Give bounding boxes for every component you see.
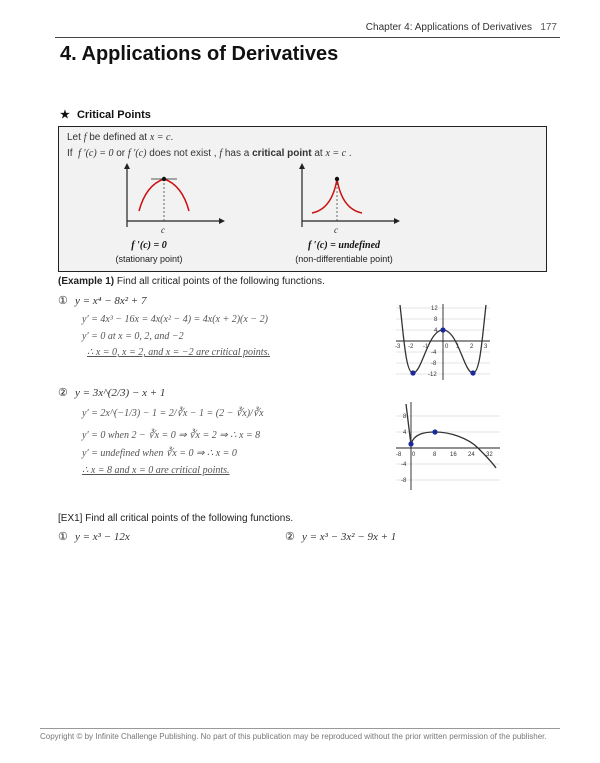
example1-part1: [58, 294, 146, 307]
tick-label: 3: [484, 344, 488, 350]
tick-label: 24: [468, 452, 475, 458]
tick-label: -3: [395, 344, 401, 350]
copyright-footer: Copyright © by Infinite Challenge Publishing. No part of this publication may be reproduced without the prior written permission of the publisher.: [40, 732, 547, 741]
tick-label: 4: [434, 328, 438, 334]
tick-label: 1: [456, 344, 460, 350]
tick-label: -2: [408, 344, 414, 350]
part-marker: ②: [285, 531, 295, 543]
exercise1-part2: [285, 530, 396, 543]
def-text: or: [116, 148, 126, 159]
x-axis-arrow: [219, 218, 225, 224]
definition-line-2: [67, 148, 352, 159]
part2-conclusion: ∴ x = 8 and x = 0 are critical points.: [82, 465, 230, 476]
exercise1-heading: [58, 513, 293, 524]
def-math: f: [83, 132, 87, 143]
y-axis-arrow: [299, 163, 305, 169]
tick-label: -1: [423, 344, 429, 350]
def-text: be defined at: [89, 132, 148, 143]
tick-label: 8: [403, 414, 407, 420]
definition-box: [58, 126, 547, 272]
def-bold-term: critical point: [252, 148, 312, 159]
exercise1-prompt: Find all critical points of the following functions.: [85, 513, 294, 524]
section-heading: [60, 108, 151, 121]
def-math: f ′(c) = 0: [78, 148, 114, 159]
tick-label: 32: [486, 452, 493, 458]
def-text: does not exist ,: [149, 148, 217, 159]
example1-part2: [58, 386, 165, 399]
cube-root-curve: [406, 404, 496, 468]
caption-stationary-main: f ′(c) = 0: [131, 240, 167, 251]
footer-rule: [40, 728, 560, 729]
caption-stationary-sub: (stationary point): [115, 254, 183, 264]
def-text: has a: [224, 148, 250, 159]
part2-step1: y′ = 2x^(−1/3) − 1 = 2/∛x − 1 = (2 − ∛x)/∛x: [82, 408, 264, 419]
def-text: .: [348, 148, 352, 159]
tick-label: 0: [412, 452, 416, 458]
cube-root-graph: [388, 398, 506, 494]
tick-label: -4: [401, 462, 407, 468]
page-title: 4. Applications of Derivatives: [60, 43, 339, 65]
tick-label: 8: [434, 317, 438, 323]
definition-line-1: [67, 132, 173, 143]
example1-prompt: Find all critical points of the following functions.: [116, 276, 325, 287]
def-text: If: [67, 148, 73, 159]
y-axis-arrow: [124, 163, 130, 169]
x-axis-arrow: [394, 218, 400, 224]
part2-function: y = 3x^(2/3) − x + 1: [74, 387, 166, 399]
critical-point: [335, 177, 339, 181]
tick-label: 12: [431, 306, 438, 312]
critical-point-marker: [470, 370, 475, 375]
def-math: x = c: [325, 148, 347, 159]
part-marker: ①: [58, 295, 68, 307]
caption-nondiff: [274, 240, 414, 264]
critical-point-marker: [432, 429, 437, 434]
tick-label: -4: [431, 350, 437, 356]
critical-point-marker: [410, 370, 415, 375]
graph2-c-label: c: [334, 225, 338, 235]
critical-point-marker: [408, 441, 413, 446]
critical-point-marker: [440, 327, 445, 332]
tick-label: 4: [403, 430, 407, 436]
part-marker: ②: [58, 387, 68, 399]
tick-label: -8: [431, 361, 437, 367]
def-math: f: [219, 148, 223, 159]
tick-label: -8: [396, 452, 402, 458]
graph1-c-label: c: [161, 225, 165, 235]
part1-function: y = x⁴ − 8x² + 7: [74, 295, 147, 307]
tick-label: -12: [428, 372, 437, 378]
tick-label: -8: [401, 478, 407, 484]
exercise1-part1: [58, 530, 130, 543]
def-math: f ′(c): [127, 148, 147, 159]
page-number: 177: [540, 22, 557, 33]
caption-stationary: [89, 240, 209, 264]
star-icon: ★: [60, 109, 70, 121]
example1-label: (Example 1): [58, 276, 115, 287]
ex1-part1-function: y = x³ − 12x: [74, 531, 130, 543]
tick-label: 8: [433, 452, 437, 458]
def-math: x = c: [149, 132, 171, 143]
def-text: Let: [67, 132, 81, 143]
part1-step1: y′ = 4x³ − 16x = 4x(x² − 4) = 4x(x + 2)(x − 2): [82, 314, 268, 325]
stationary-point-graph: [119, 163, 229, 233]
caption-nondiff-sub: (non-differentiable point): [295, 254, 393, 264]
def-text: .: [170, 132, 174, 143]
tick-label: 2: [470, 344, 474, 350]
def-text: at: [314, 148, 323, 159]
header-rule: [55, 37, 560, 38]
part2-step3: y′ = undefined when ∛x = 0 ⇒ ∴ x = 0: [82, 448, 237, 459]
caption-nondiff-main: f ′(c) = undefined: [307, 240, 381, 251]
chapter-header: Chapter 4: Applications of Derivatives: [365, 22, 532, 33]
ex1-part2-function: y = x³ − 3x² − 9x + 1: [301, 531, 397, 543]
part2-step2: y′ = 0 when 2 − ∛x = 0 ⇒ ∛x = 2 ⇒ ∴ x = 8: [82, 430, 261, 441]
tick-label: 16: [450, 452, 457, 458]
part-marker: ①: [58, 531, 68, 543]
critical-point: [162, 177, 166, 181]
quartic-graph: [388, 300, 498, 388]
section-heading-text: Critical Points: [76, 109, 151, 121]
example1-heading: [58, 276, 325, 287]
exercise1-label: [EX1]: [58, 513, 83, 524]
tick-label: 0: [445, 344, 449, 350]
non-differentiable-graph: [294, 163, 404, 233]
part1-conclusion: ∴ x = 0, x = 2, and x = −2 are critical points.: [87, 347, 270, 358]
part1-step2: y′ = 0 at x = 0, 2, and −2: [82, 331, 184, 342]
